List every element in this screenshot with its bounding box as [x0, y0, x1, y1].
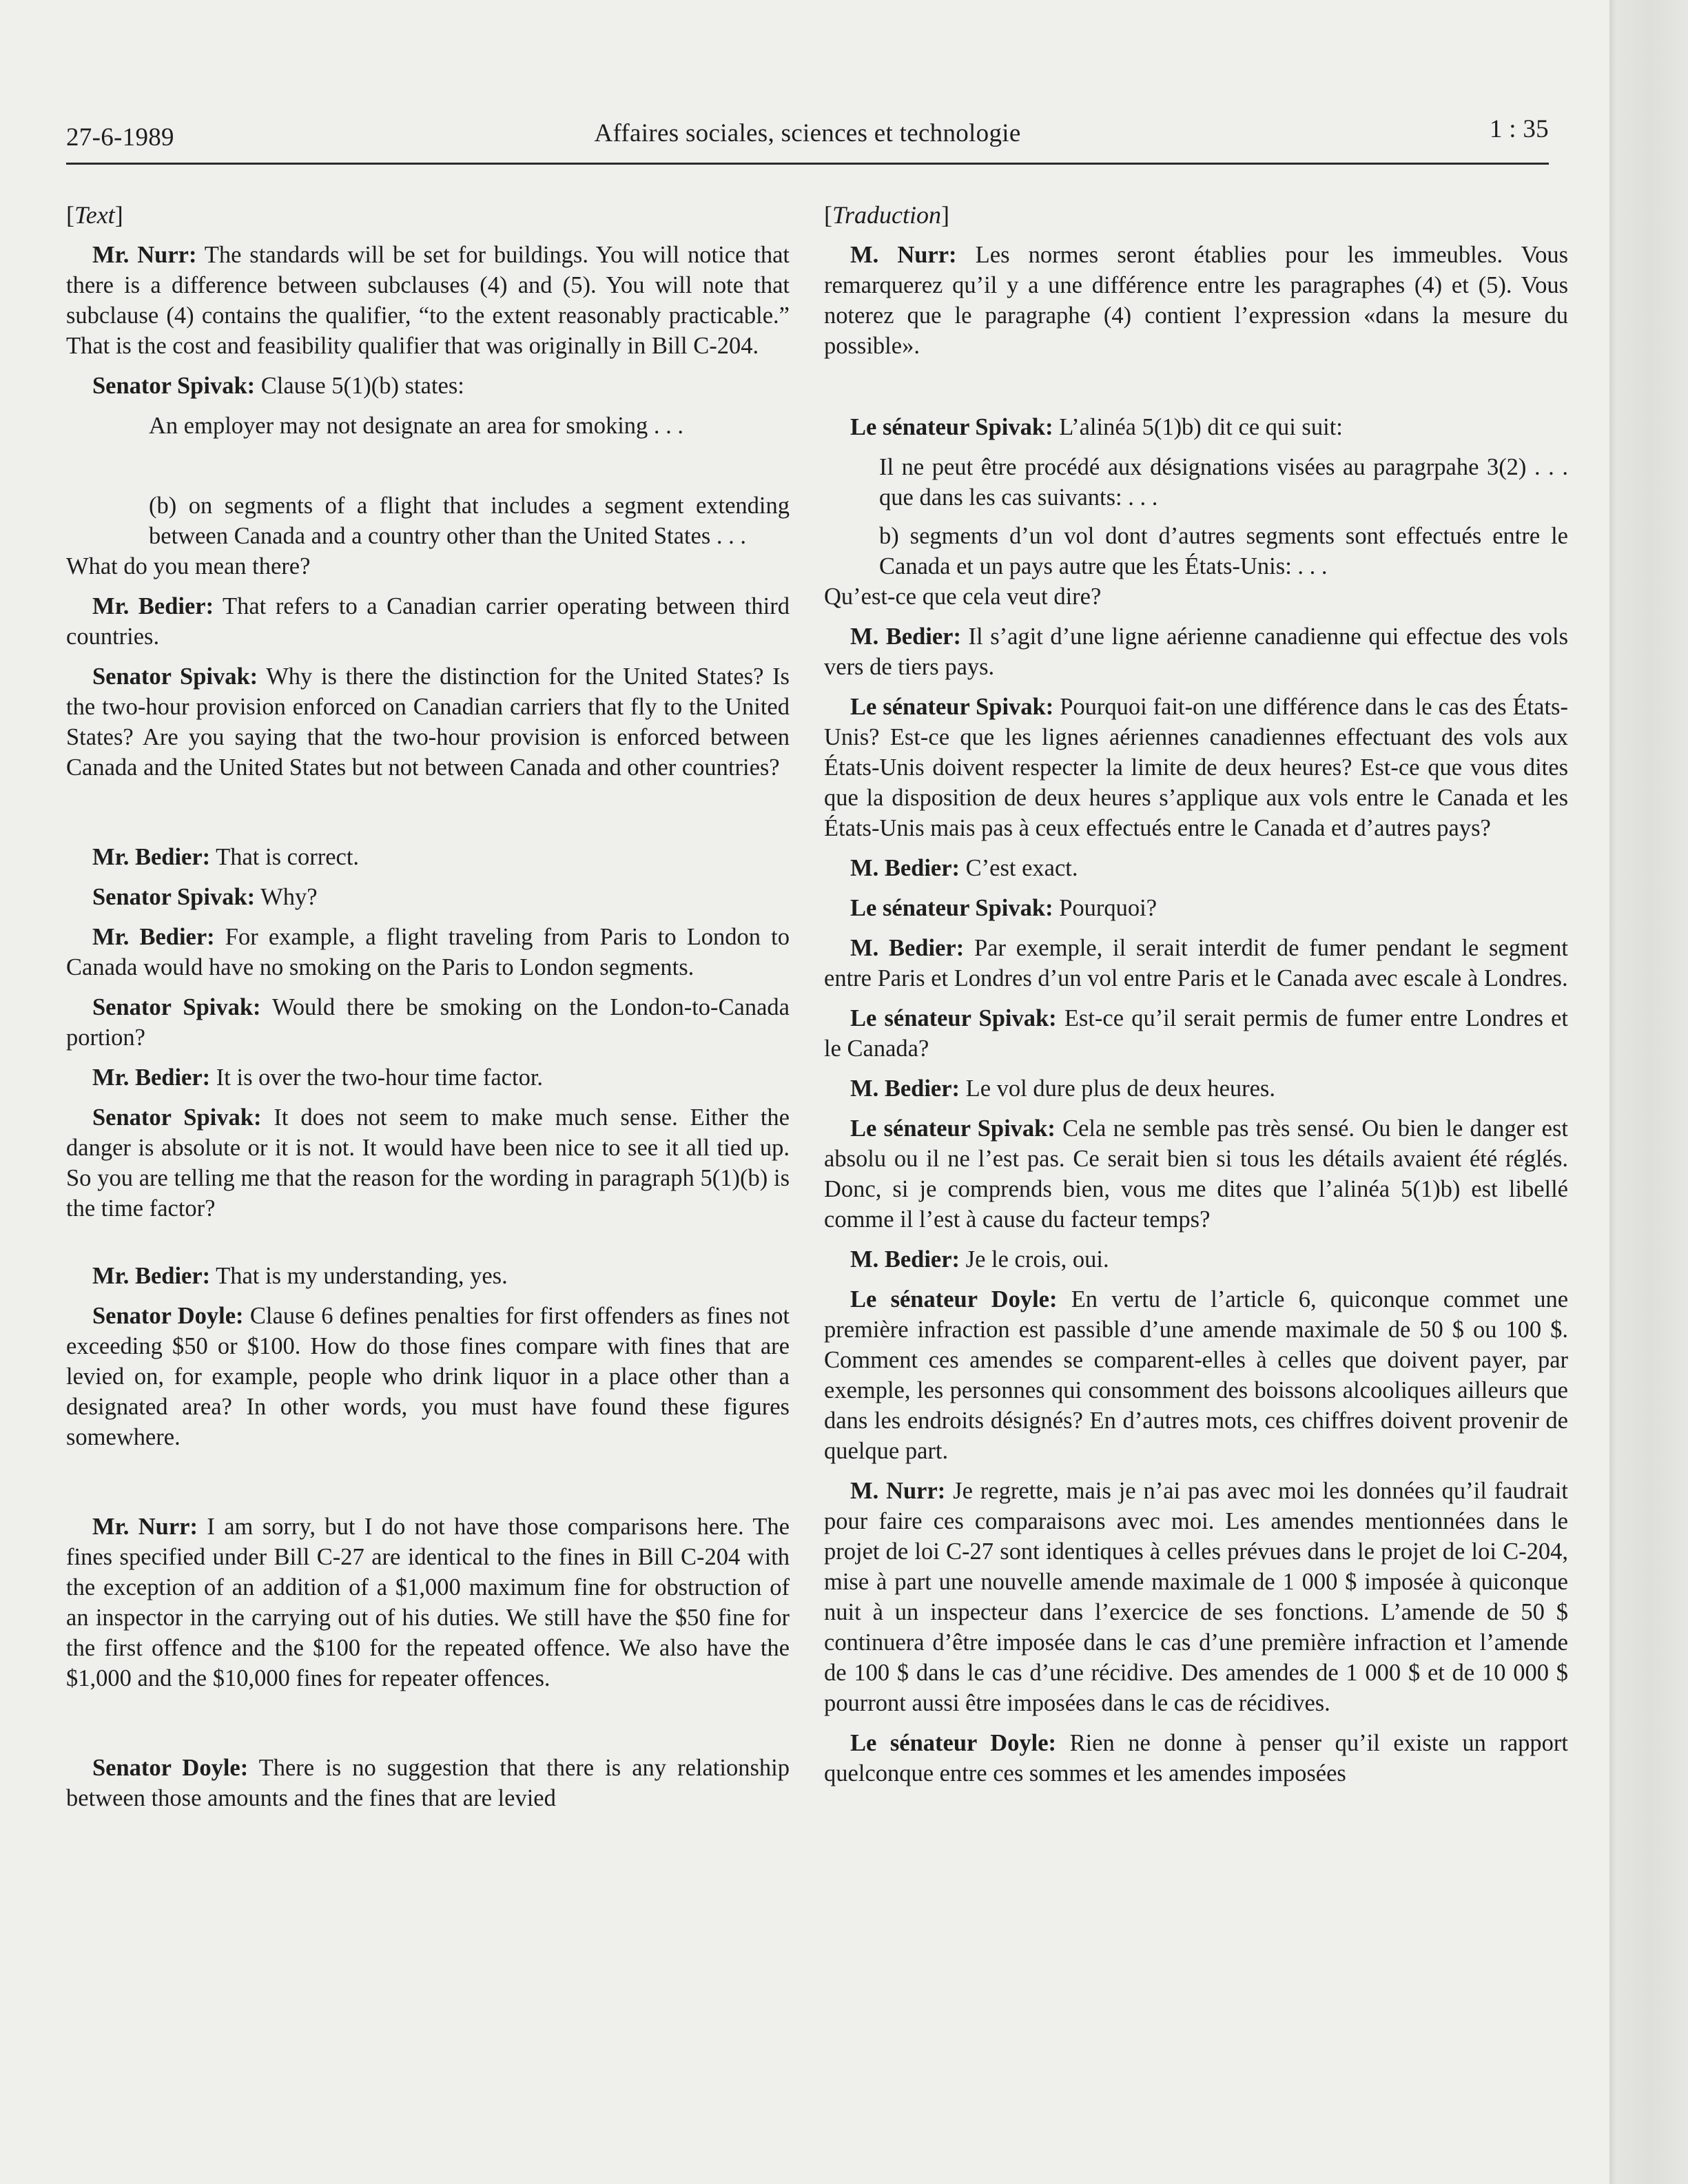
speech: There is no suggestion that there is any relationship between those amounts and the fines that are levied — [66, 1755, 790, 1811]
speech: It is over the two-hour time factor. — [210, 1064, 544, 1091]
speech: Clause 6 defines penalties for first offenders as fines not exceeding $50 or $100. How do those fines compare with fines that are levied on, for example, people who drink liquor in a place other than a designated area? In other words, you must have found these figures somewhere. — [66, 1303, 790, 1450]
paragraph — [824, 692, 1568, 843]
speech: Les normes seront établies pour les immeubles. Vous remarquerez qu’il y a une différence entre les paragraphes (4) et (5). Vous noterez que le paragraphe (4) contient l’expression «dans la mesure du possible». — [824, 242, 1568, 359]
page-header — [66, 110, 1549, 158]
header-page-number: 1 : 35 — [1489, 115, 1549, 143]
speaker: M. Nurr: — [850, 1478, 946, 1504]
paragraph — [66, 1301, 790, 1452]
speaker: M. Bedier: — [850, 1075, 960, 1102]
speaker: Le sénateur Doyle: — [850, 1286, 1058, 1312]
speaker: Senator Doyle: — [92, 1303, 244, 1329]
speech: Je le crois, oui. — [960, 1246, 1109, 1273]
paragraph — [66, 371, 790, 401]
page-edge — [1609, 0, 1688, 2184]
speaker: Le sénateur Spivak: — [850, 694, 1054, 720]
header-date: 27-6-1989 — [66, 123, 174, 152]
speaker: Senator Spivak: — [92, 1104, 262, 1131]
paragraph: Qu’est-ce que cela veut dire? — [824, 584, 1102, 610]
speech: Clause 5(1)(b) states: — [255, 373, 464, 399]
paragraph — [66, 240, 790, 361]
quotation: An employer may not designate an area for smoking . . . — [149, 413, 684, 439]
paragraph — [824, 1073, 1568, 1104]
header-rule — [66, 163, 1549, 165]
speech: Par exemple, il serait interdit de fumer pendant le segment entre Paris et Londres d’un vol entre Paris et le Canada avec escale à Londres. — [824, 935, 1569, 991]
speaker: Senator Spivak: — [92, 373, 256, 399]
speech: I am sorry, but I do not have those comparisons here. The fines specified under Bill C-27 are identical to the fines in Bill C-204 with the exception of an addition of a $1,000 maximum fine for obstruction of an inspector in the carrying out of his duties. We still have the $50 fine for the first offence and the $100 for the repeated offence. We also have the $1,000 and the $10,000 fines for repeater offences. — [66, 1514, 790, 1691]
english-column — [66, 200, 790, 1823]
speaker: M. Bedier: — [850, 624, 961, 650]
speaker: Mr. Bedier: — [92, 844, 211, 870]
speaker: Mr. Nurr: — [92, 1514, 198, 1540]
speech: Le vol dure plus de deux heures. — [960, 1075, 1275, 1102]
speech: En vertu de l’article 6, quiconque commet une première infraction est passible d’une amende maximale de 50 $ ou 100 $. Comment ces amendes se comparent-elles à celles que doivent payer, par exemple, les personnes qui consomment des boissons alcooliques ailleurs que dans les endroits désignés? En d’autres mots, ces chiffres doivent provenir de quelque part. — [824, 1286, 1569, 1464]
speaker: Senator Spivak: — [92, 994, 261, 1020]
paragraph — [824, 412, 1568, 442]
paragraph: What do you mean there? — [66, 553, 311, 579]
speaker: Mr. Bedier: — [92, 593, 214, 619]
speaker: M. Bedier: — [850, 1246, 960, 1273]
speaker: Senator Spivak: — [92, 884, 256, 910]
speaker: M. Nurr: — [850, 242, 957, 268]
speech: Rien ne donne à penser qu’il existe un rapport quelconque entre ces sommes et les amendes imposées — [824, 1730, 1568, 1786]
speech: That is correct. — [210, 844, 360, 870]
speaker: M. Bedier: — [850, 855, 960, 881]
speaker: Le sénateur Doyle: — [850, 1730, 1057, 1756]
paragraph — [824, 621, 1568, 682]
speaker: Mr. Bedier: — [92, 1263, 211, 1289]
speech: Pourquoi? — [1053, 895, 1157, 921]
speech: Cela ne semble pas très sensé. Ou bien le danger est absolu ou il ne l’est pas. Ce serait bien si tous les détails avaient été réglés. Donc, si je comprends bien, vous me dites que l’alinéa 5(1)b) est libellé comme il l’est à cause du facteur temps? — [824, 1115, 1568, 1233]
speaker: Senator Spivak: — [92, 663, 258, 690]
quotation: b) segments d’un vol dont d’autres segments sont effectués entre le Canada et un pays autre que les États-Unis: . . . — [879, 523, 1568, 579]
speaker: Mr. Nurr: — [92, 242, 197, 268]
paragraph — [824, 1003, 1568, 1064]
paragraph — [824, 1284, 1568, 1466]
paragraph — [824, 1476, 1568, 1718]
paragraph — [824, 853, 1568, 883]
paragraph — [824, 933, 1568, 993]
paragraph — [66, 1062, 790, 1093]
speech: Would there be smoking on the London-to-Canada portion? — [66, 994, 790, 1051]
speech: Pourquoi fait-on une différence dans le cas des États-Unis? Est-ce que les lignes aériennes canadiennes effectuant des vols aux États-Unis doivent respecter la limite de deux heures? Est-ce que vous dites que la disposition de deux heures s’applique aux vols entre le Canada et les États-Unis mais pas à ceux effectués entre le Canada et d’autres pays? — [824, 694, 1568, 841]
speaker: Mr. Bedier: — [92, 1064, 211, 1091]
french-column — [824, 200, 1568, 1798]
speech: Je regrette, mais je n’ai pas avec moi les données qu’il faudrait pour faire ces comparaisons avec moi. Les amendes mentionnées dans le projet de loi C-27 sont identiques à celles prévues dans le projet de loi C-204, mise à part une nouvelle amende maximale de 1 000 $ imposée à quiconque nuit à un inspecteur dans l’exercice de ses fonctions. L’amende de 50 $ continuera d’être imposée dans le cas d’une première infraction et l’amende de 100 $ dans le cas d’une récidive. Des amendes de 1 000 $ et de 10 000 $ pourront aussi être imposées dans le cas de récidives. — [824, 1478, 1568, 1716]
language-label: [Text] — [66, 201, 123, 229]
paragraph — [824, 1244, 1568, 1275]
paragraph — [824, 1728, 1568, 1789]
language-label: [Traduction] — [824, 201, 950, 229]
speaker: Senator Doyle: — [92, 1755, 249, 1781]
paragraph — [66, 1102, 790, 1224]
speech: It does not seem to make much sense. Either the danger is absolute or it is not. It would have been nice to see it all tied up. So you are telling me that the reason for the wording in paragraph 5(1)(b) is the time factor? — [66, 1104, 790, 1222]
paragraph — [66, 1512, 790, 1693]
speech: L’alinéa 5(1)b) dit ce qui suit: — [1053, 414, 1343, 440]
quotation: Il ne peut être procédé aux désignations visées au paragrpahe 3(2) . . . que dans les cas suivants: . . . — [879, 454, 1568, 511]
speaker: Le sénateur Spivak: — [850, 1005, 1057, 1031]
speaker: Le sénateur Spivak: — [850, 414, 1053, 440]
paragraph — [66, 1261, 790, 1291]
speech: Est-ce qu’il serait permis de fumer entre Londres et le Canada? — [824, 1005, 1568, 1062]
speech: C’est exact. — [960, 855, 1078, 881]
paragraph — [824, 893, 1568, 923]
speaker: Mr. Bedier: — [92, 924, 215, 950]
speech: For example, a flight traveling from Paris to London to Canada would have no smoking on the Paris to London segments. — [66, 924, 790, 980]
paragraph — [66, 922, 790, 982]
speech: That refers to a Canadian carrier operating between third countries. — [66, 593, 790, 650]
speech: The standards will be set for buildings. You will notice that there is a difference between subclauses (4) and (5). You will note that subclause (4) contains the qualifier, “to the extent reasonably practicable.” That is the cost and feasibility qualifier that was originally in Bill C-204. — [66, 242, 790, 359]
paragraph — [66, 661, 790, 783]
header-title: Affaires sociales, sciences et technologie — [594, 119, 1021, 147]
speech: Il s’agit d’une ligne aérienne canadienne qui effectue des vols vers de tiers pays. — [824, 624, 1568, 680]
paragraph — [824, 240, 1568, 361]
speech: Why is there the distinction for the United States? Is the two-hour provision enforced on Canadian carriers that fly to the United States? Are you saying that the two-hour provision is enforced between Canada and the United States but not between Canada and other countries? — [66, 663, 790, 781]
paragraph — [66, 591, 790, 652]
speaker: Le sénateur Spivak: — [850, 1115, 1056, 1142]
paragraph — [66, 992, 790, 1053]
paragraph — [824, 1113, 1568, 1235]
speaker: Le sénateur Spivak: — [850, 895, 1053, 921]
speech: That is my understanding, yes. — [210, 1263, 508, 1289]
paragraph — [66, 1753, 790, 1813]
quotation: (b) on segments of a flight that includes a segment extending between Canada and a country other than the United States . . . — [149, 493, 790, 549]
paragraph — [66, 842, 790, 872]
paragraph — [66, 882, 790, 912]
speech: Why? — [255, 884, 318, 910]
speaker: M. Bedier: — [850, 935, 965, 961]
